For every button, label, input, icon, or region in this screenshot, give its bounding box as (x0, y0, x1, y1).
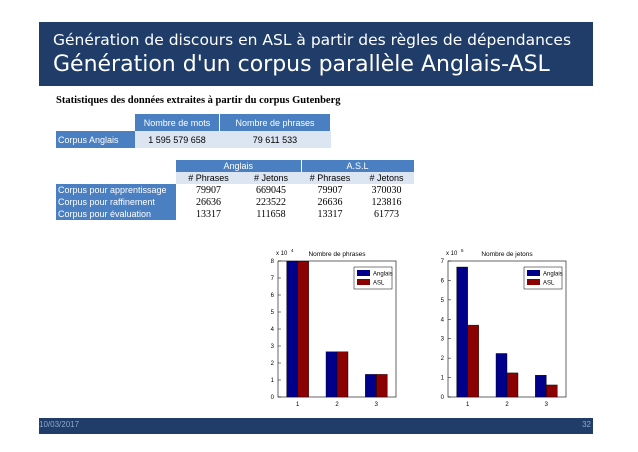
subheader-cell: # Phrases (176, 172, 241, 184)
slide-subtitle: Génération de discours en ASL à partir des règles de dépendances (53, 31, 572, 49)
table-row (56, 184, 414, 196)
axis-exponent: 4 (291, 248, 294, 253)
legend-swatch (357, 270, 370, 276)
table-cell: 79907 (176, 184, 241, 196)
empty-corner-cell (56, 172, 176, 184)
y-tick-label: 6 (270, 293, 274, 299)
y-tick-label: 8 (270, 259, 274, 265)
legend-swatch (357, 279, 370, 285)
x-tick-label: 1 (295, 402, 300, 408)
chart-nombre-de-jetons (428, 245, 578, 410)
row-label: Corpus pour raffinement (56, 196, 176, 208)
subheader-cell: # Jetons (241, 172, 301, 184)
y-tick-label: 3 (440, 336, 444, 343)
table-cell: 26636 (301, 196, 359, 208)
table-header-row (56, 114, 331, 131)
row-label: Corpus pour apprentissage (56, 184, 176, 196)
subheader-cell: # Jetons (359, 172, 414, 184)
table-group-header-row (56, 160, 414, 172)
table-row (56, 196, 414, 208)
x-tick-label: 3 (374, 402, 379, 408)
table-cell: 123816 (359, 196, 414, 208)
legend-swatch (527, 279, 540, 285)
table-cell: 79 611 533 (220, 131, 331, 148)
bar-asl (337, 352, 348, 397)
y-tick-label: 7 (440, 259, 444, 265)
table-header-cell: Nombre de phrases (220, 114, 331, 131)
chart-title: Nombre de phrases (308, 251, 366, 258)
table-cell: 223522 (241, 196, 301, 208)
y-tick-label: 2 (440, 356, 444, 363)
bar-asl (376, 374, 387, 397)
y-tick-label: 2 (270, 361, 274, 367)
corpus-size-table (56, 114, 331, 148)
legend-label: Anglais (543, 271, 563, 278)
table-cell: 13317 (301, 208, 359, 220)
bar-asl (507, 373, 518, 397)
table-row (56, 131, 331, 148)
y-tick-label: 6 (440, 278, 444, 285)
y-tick-label: 3 (270, 344, 274, 350)
corpus-split-table (56, 160, 415, 220)
slide-header (39, 22, 593, 86)
y-tick-label: 4 (440, 317, 444, 324)
table-subheader-row (56, 172, 414, 184)
axis-exponent: 5 (461, 248, 464, 253)
row-label: Corpus pour évaluation (56, 208, 176, 220)
legend-label: ASL (373, 280, 385, 287)
table-cell: 13317 (176, 208, 241, 220)
bar-asl (298, 261, 309, 397)
y-tick-label: 0 (270, 395, 274, 401)
legend-swatch (527, 270, 540, 276)
chart-title: Nombre de jetons (481, 251, 533, 258)
y-tick-label: 0 (440, 395, 444, 401)
chart-nombre-de-phrases (258, 245, 408, 410)
footer-date: 10/03/2017 (39, 420, 80, 429)
legend-label: Anglais (373, 271, 393, 278)
bar-asl (546, 385, 557, 397)
x-tick-label: 2 (335, 402, 339, 408)
legend-label: ASL (543, 280, 555, 287)
y-tick-label: 7 (270, 276, 274, 282)
section-title: Statistiques des données extraites à partir du corpus Gutenberg (56, 95, 341, 106)
empty-corner-cell (56, 160, 176, 172)
table-header-cell: Nombre de mots (135, 114, 220, 131)
bar-anglais (365, 374, 376, 397)
y-tick-label: 4 (270, 327, 274, 333)
x-tick-label: 1 (465, 402, 470, 408)
axis-exponent-label: x 10 (446, 251, 458, 257)
table-cell: 370030 (359, 184, 414, 196)
y-tick-label: 5 (270, 310, 274, 316)
group-header-asl: A.S.L (301, 160, 414, 172)
axis-exponent-label: x 10 (276, 251, 288, 257)
x-tick-label: 2 (505, 402, 509, 408)
y-tick-label: 5 (440, 297, 444, 304)
x-tick-label: 3 (544, 402, 549, 408)
table-cell: 61773 (359, 208, 414, 220)
y-tick-label: 1 (270, 378, 274, 384)
table-cell: 79907 (301, 184, 359, 196)
table-cell: 26636 (176, 196, 241, 208)
group-header-anglais: Anglais (176, 160, 301, 172)
table-cell: 111658 (241, 208, 301, 220)
bar-anglais (457, 267, 468, 397)
y-tick-label: 1 (440, 375, 444, 382)
empty-corner-cell (56, 114, 135, 131)
table-cell: 1 595 579 658 (135, 131, 220, 148)
subheader-cell: # Phrases (301, 172, 359, 184)
row-label: Corpus Anglais (56, 131, 135, 148)
bar-anglais (535, 375, 546, 397)
bar-asl (468, 325, 479, 397)
slide-footer (39, 418, 593, 434)
table-row (56, 208, 414, 220)
table-cell: 669045 (241, 184, 301, 196)
bar-anglais (326, 352, 337, 397)
bar-anglais (496, 353, 507, 397)
page-number: 32 (582, 420, 591, 429)
bar-anglais (287, 261, 298, 397)
slide-title: Génération d'un corpus parallèle Anglais-ASL (53, 52, 550, 77)
